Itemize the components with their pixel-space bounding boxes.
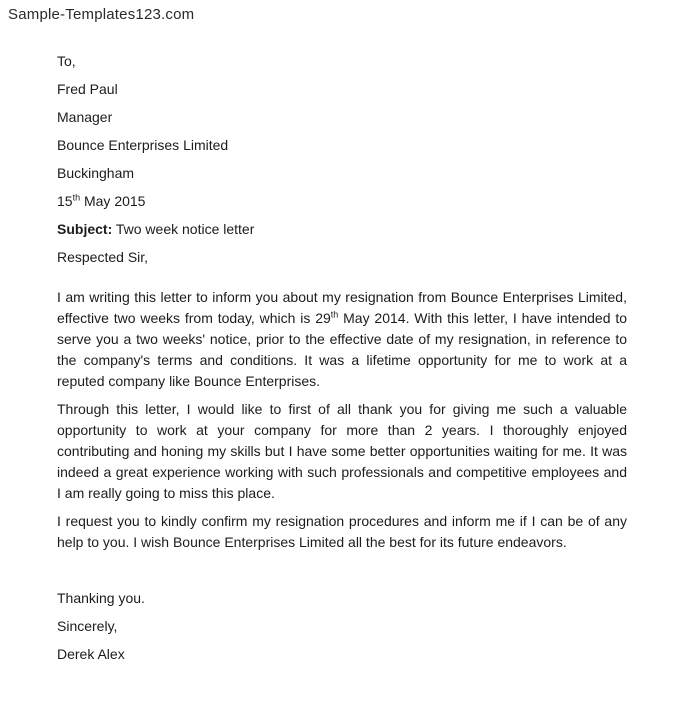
recipient-title: Manager (57, 109, 113, 125)
signature-name: Derek Alex (57, 646, 125, 662)
recipient-name: Fred Paul (57, 81, 118, 97)
site-header-watermark: Sample-Templates123.com (8, 6, 195, 23)
date-day: 15 (57, 193, 73, 209)
recipient-to-line: To, (57, 53, 76, 69)
body-paragraph-3: I request you to kindly confirm my resignation procedures and inform me if I can be of any help to you. I wish Bounce Enterprises Limited all the best for its future endeavors. (57, 513, 627, 550)
salutation: Respected Sir, (57, 249, 149, 265)
resignation-letter (0, 51, 684, 665)
paragraph-1-text-before: I am writing this letter to inform you about my resignation from Bounce Enterprises Limited, effective two weeks from today, which is 29 (57, 289, 627, 326)
paragraph-1-text-after: May 2014. With this letter, I have intended to serve you a two weeks' notice, prior to the effective date of my resignation, in reference to the company's terms and conditions. It was a lifetime opportunity for me to work at a reputed company like Bounce Enterprises. (57, 310, 627, 389)
letter-date (57, 191, 627, 212)
paragraph-1-date-ordinal: th (330, 309, 339, 320)
body-paragraph-1 (57, 287, 627, 392)
closing-sign-off: Sincerely, (57, 618, 118, 634)
body-paragraph-2: Through this letter, I would like to first of all thank you for giving me such a valuable opportunity to work at your company for more than 2 years. I thoroughly enjoyed contributing and honing my skills but I have some better opportunities waiting for me. It was indeed a great experience working with such professionals and competitive employees and I am really going to miss this place. (57, 401, 627, 501)
subject-text: Two week notice letter (112, 221, 255, 237)
recipient-city: Buckingham (57, 165, 135, 181)
date-rest: May 2015 (80, 193, 146, 209)
subject-line (57, 219, 627, 240)
subject-label: Subject: (57, 221, 113, 237)
closing-thanks: Thanking you. (57, 590, 145, 606)
date-ordinal: th (72, 192, 81, 203)
recipient-company: Bounce Enterprises Limited (57, 137, 229, 153)
